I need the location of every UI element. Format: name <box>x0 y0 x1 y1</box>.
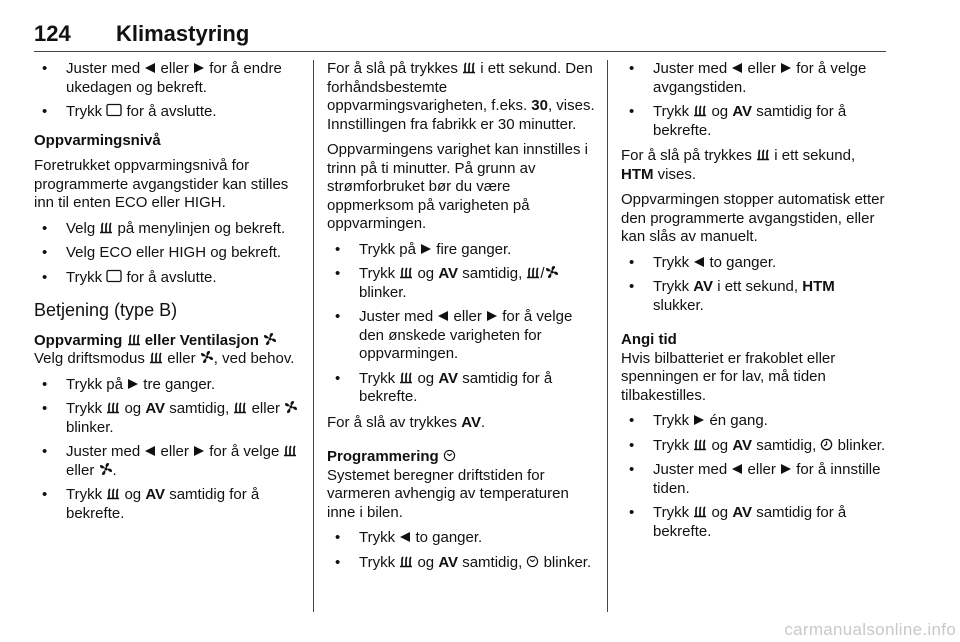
bullet-list <box>621 254 886 316</box>
list-item: • Velg på menylinjen og bekreft. <box>34 220 302 239</box>
paragraph: Foretrukket oppvarmingsnivå for programmerte avgangstider kan stilles inn til enten ECO eller HIGH. <box>34 157 289 211</box>
list-item: • Trykk på fire ganger. <box>327 241 595 260</box>
subheading: Oppvarming eller Ventilasjon <box>34 332 302 351</box>
list-item: • Trykk og AV samtidig, / blinker. <box>327 265 595 302</box>
screen-icon <box>106 269 122 283</box>
fan-icon <box>99 462 113 476</box>
heating-icon <box>283 443 297 457</box>
heating-icon <box>233 400 247 414</box>
screen-icon <box>106 103 122 117</box>
timer-icon <box>526 555 539 568</box>
heating-icon <box>399 370 413 384</box>
watermark: carmanualsonline.info <box>784 620 956 639</box>
list-item: • Juster med eller for å velge avgangstiden. <box>621 60 886 97</box>
bullet-list <box>34 220 302 288</box>
list-item: • Trykk på tre ganger. <box>34 376 302 395</box>
left-arrow-icon <box>693 256 705 268</box>
fan-icon <box>284 400 298 414</box>
paragraph: For å slå på trykkes i ett sekund, HTM vises. <box>621 147 856 183</box>
paragraph: Velg driftsmodus eller , ved behov. <box>34 350 295 367</box>
list-item: • Trykk og AV samtidig, blinker. <box>621 437 886 456</box>
left-arrow-icon <box>731 463 743 475</box>
left-arrow-icon <box>437 310 449 322</box>
right-arrow-icon <box>193 445 205 457</box>
list-item: • Trykk to ganger. <box>327 529 595 548</box>
list-item: • Velg ECO eller HIGH og bekreft. <box>34 244 302 263</box>
heating-icon <box>693 504 707 518</box>
subheading: Oppvarmingsnivå <box>34 131 161 149</box>
list-item: • Trykk for å avslutte. <box>34 269 302 288</box>
list-item: • Trykk to ganger. <box>621 254 886 273</box>
heating-icon <box>756 147 770 161</box>
list-item: • Trykk og AV samtidig, eller blinker. <box>34 400 302 437</box>
heating-icon <box>149 350 163 364</box>
list-item: • Trykk og AV samtidig for å bekrefte. <box>621 103 886 140</box>
timer-icon <box>443 449 456 462</box>
column-1 <box>34 60 302 530</box>
bullet-list <box>621 60 886 140</box>
heating-icon <box>99 220 113 234</box>
fan-icon <box>200 350 214 364</box>
fan-icon <box>545 265 559 279</box>
fan-icon <box>263 332 277 346</box>
paragraph: For å slå på trykkes i ett sekund. Den forhåndsbestemte oppvarmingsvarigheten, f.eks. 30, vises. Innstillingen fra fabrikk er 30 minutter. <box>327 60 595 133</box>
list-item: • Trykk for å avslutte. <box>34 103 302 122</box>
column-divider <box>607 60 608 612</box>
heating-icon <box>693 103 707 117</box>
heating-icon <box>106 486 120 500</box>
list-item: • Trykk og AV samtidig for å bekrefte. <box>621 504 886 541</box>
heating-icon <box>399 265 413 279</box>
column-divider <box>313 60 314 612</box>
column-3 <box>621 60 886 548</box>
page-number: 124 <box>34 21 71 46</box>
heating-icon <box>106 400 120 414</box>
list-item: • Trykk og AV samtidig for å bekrefte. <box>34 486 302 523</box>
paragraph: Oppvarmingen stopper automatisk etter den programmerte avgangstiden, eller kan slås av manuelt. <box>621 191 885 245</box>
heating-icon <box>399 554 413 568</box>
right-arrow-icon <box>486 310 498 322</box>
bullet-list <box>621 412 886 541</box>
subheading: Programmering <box>327 448 595 467</box>
clock-icon <box>820 438 833 451</box>
heating-icon <box>693 437 707 451</box>
list-item: • Trykk og AV samtidig for å bekrefte. <box>327 370 595 407</box>
left-arrow-icon <box>731 62 743 74</box>
bullet-list <box>327 241 595 407</box>
right-arrow-icon <box>127 378 139 390</box>
list-item: • Juster med eller for å endre ukedagen og bekreft. <box>34 60 302 97</box>
paragraph: Systemet beregner driftstiden for varmeren avhengig av temperaturen inne i bilen. <box>327 466 569 521</box>
right-arrow-icon <box>420 243 432 255</box>
right-arrow-icon <box>780 463 792 475</box>
heating-icon <box>462 60 476 74</box>
paragraph: Hvis bilbatteriet er frakoblet eller spenningen er for lav, må tiden tilbakestilles. <box>621 349 836 404</box>
list-item: • Juster med eller for å velge den ønskede varigheten for oppvarmingen. <box>327 308 595 364</box>
bullet-list <box>34 376 302 524</box>
list-item: • Trykk én gang. <box>621 412 886 431</box>
list-item: • Juster med eller for å innstille tiden. <box>621 461 886 498</box>
chapter-title: Klimastyring <box>116 21 250 46</box>
section-heading: Betjening (type B) <box>34 300 178 320</box>
left-arrow-icon <box>144 445 156 457</box>
right-arrow-icon <box>780 62 792 74</box>
heating-icon <box>526 265 540 279</box>
bullet-list <box>327 529 595 572</box>
list-item: • Juster med eller for å velge eller . <box>34 443 302 480</box>
paragraph: Oppvarmingens varighet kan innstilles i trinn på ti minutter. På grunn av strømforbruket bør du være oppmerksom på varigheten på oppvarmingen. <box>327 141 588 232</box>
page-header <box>34 12 886 52</box>
bullet-list <box>34 60 302 122</box>
list-item: • Trykk AV i ett sekund, HTM slukker. <box>621 278 886 315</box>
list-item: • Trykk og AV samtidig, blinker. <box>327 554 595 573</box>
right-arrow-icon <box>193 62 205 74</box>
column-2 <box>327 60 595 579</box>
paragraph: For å slå av trykkes AV. <box>327 413 486 431</box>
left-arrow-icon <box>144 62 156 74</box>
right-arrow-icon <box>693 414 705 426</box>
heating-icon <box>127 332 141 346</box>
left-arrow-icon <box>399 531 411 543</box>
subheading: Angi tid <box>621 331 677 348</box>
